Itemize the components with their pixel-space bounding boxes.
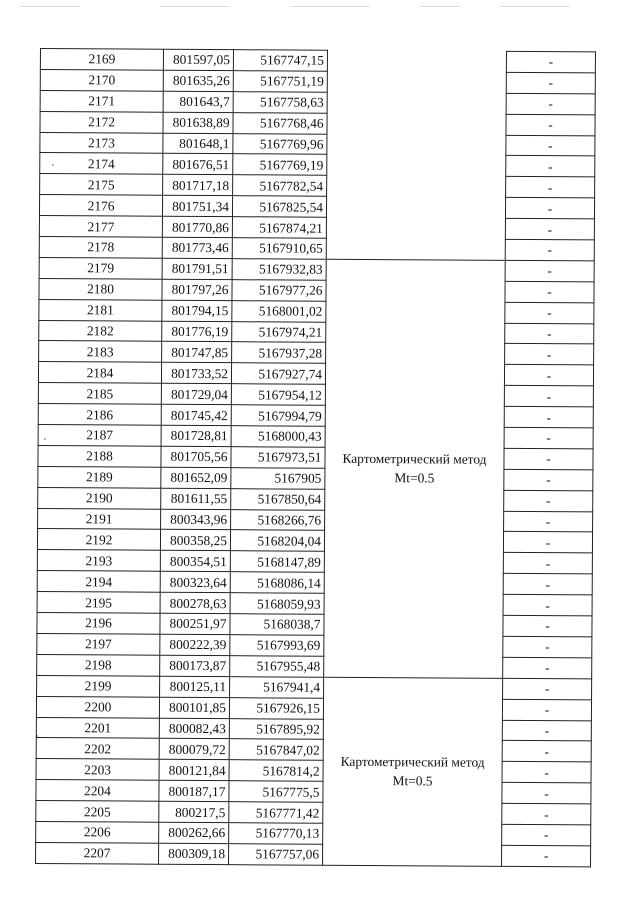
note-cell: - <box>504 427 593 448</box>
point-number-cell: 2188 <box>38 445 161 467</box>
y-coordinate-cell: 5167769,19 <box>233 154 327 175</box>
x-coordinate-cell: 801676,51 <box>163 154 233 175</box>
note-cell: - <box>506 51 595 72</box>
point-number-cell: 2206 <box>36 821 159 843</box>
point-number-cell: 2185 <box>38 383 161 405</box>
x-coordinate-cell: 800079,72 <box>159 739 229 760</box>
x-coordinate-cell: 801751,34 <box>162 195 232 216</box>
note-cell: - <box>502 783 591 804</box>
point-number-cell: 2181 <box>39 299 162 321</box>
point-number-cell: 2198 <box>37 654 160 676</box>
x-coordinate-cell: 801648,1 <box>163 133 233 154</box>
point-number-cell: 2195 <box>37 592 160 614</box>
y-coordinate-cell: 5168086,14 <box>230 572 324 593</box>
y-coordinate-cell: 5167782,54 <box>233 175 327 196</box>
method-label: Картометрический метод Mt=0.5 <box>342 451 487 486</box>
y-coordinate-cell: 5167847,02 <box>229 739 323 760</box>
x-coordinate-cell: 801745,42 <box>161 404 231 425</box>
note-cell: - <box>504 511 593 532</box>
point-number-cell: 2196 <box>37 613 160 635</box>
point-number-cell: 2173 <box>40 132 163 154</box>
coordinates-table-body <box>36 49 596 867</box>
note-cell: - <box>503 636 592 657</box>
point-number-cell: 2177 <box>39 216 162 238</box>
y-coordinate-cell: 5167747,15 <box>233 50 327 71</box>
y-coordinate-cell: 5167895,92 <box>229 718 323 739</box>
x-coordinate-cell: 801705,56 <box>161 446 231 467</box>
x-coordinate-cell: 800262,66 <box>159 822 229 843</box>
note-cell: - <box>502 845 591 866</box>
note-cell: - <box>504 490 593 511</box>
note-cell: - <box>505 218 594 239</box>
method-cell <box>326 50 506 260</box>
x-coordinate-cell: 800354,51 <box>160 551 230 572</box>
y-coordinate-cell: 5167941,4 <box>230 676 324 697</box>
x-coordinate-cell: 801729,04 <box>161 383 231 404</box>
point-number-cell: 2179 <box>39 257 162 279</box>
point-number-cell: 2203 <box>36 759 159 781</box>
x-coordinate-cell: 800278,63 <box>160 592 230 613</box>
point-number-cell: 2187 <box>38 425 161 447</box>
point-number-cell: 2175 <box>40 174 163 196</box>
x-coordinate-cell: 801643,7 <box>163 91 233 112</box>
x-coordinate-cell: 801797,26 <box>162 279 232 300</box>
point-number-cell: 2207 <box>36 842 159 864</box>
point-number-cell: 2199 <box>37 675 160 697</box>
y-coordinate-cell: 5167932,83 <box>232 259 326 280</box>
method-cell <box>324 259 506 678</box>
note-cell: - <box>505 239 594 260</box>
x-coordinate-cell: 801652,09 <box>161 467 231 488</box>
point-number-cell: 2191 <box>38 508 161 530</box>
y-coordinate-cell: 5167769,96 <box>233 133 327 154</box>
note-cell: - <box>505 260 594 281</box>
point-number-cell: 2201 <box>36 717 159 739</box>
note-cell: - <box>503 678 592 699</box>
y-coordinate-cell: 5168204,04 <box>230 530 324 551</box>
note-cell: - <box>503 532 592 553</box>
point-number-cell: 2184 <box>38 362 161 384</box>
point-number-cell: 2205 <box>36 801 159 823</box>
method-label: Картометрический метод Mt=0.5 <box>340 754 485 789</box>
note-cell: - <box>506 114 595 135</box>
x-coordinate-cell: 801597,05 <box>163 49 233 70</box>
note-cell: - <box>505 302 594 323</box>
note-cell: - <box>506 177 595 198</box>
y-coordinate-cell: 5167977,26 <box>232 279 326 300</box>
point-number-cell: 2182 <box>39 320 162 342</box>
note-cell: - <box>503 574 592 595</box>
x-coordinate-cell: 801733,52 <box>161 363 231 384</box>
x-coordinate-cell: 800173,87 <box>160 655 230 676</box>
y-coordinate-cell: 5168000,43 <box>231 426 325 447</box>
note-cell: - <box>506 135 595 156</box>
point-number-cell: 2186 <box>38 404 161 426</box>
y-coordinate-cell: 5167757,06 <box>229 844 323 865</box>
scan-artifact-top-edge <box>20 6 620 9</box>
note-cell: - <box>506 156 595 177</box>
x-coordinate-cell: 800343,96 <box>161 509 231 530</box>
x-coordinate-cell: 801791,51 <box>162 258 232 279</box>
note-cell: - <box>504 448 593 469</box>
y-coordinate-cell: 5167814,2 <box>229 760 323 781</box>
point-number-cell: 2190 <box>38 487 161 509</box>
point-number-cell: 2169 <box>40 49 163 71</box>
note-cell: - <box>505 198 594 219</box>
x-coordinate-cell: 800358,25 <box>160 530 230 551</box>
y-coordinate-cell: 5167993,69 <box>230 635 324 656</box>
note-cell: - <box>502 741 591 762</box>
x-coordinate-cell: 800251,97 <box>160 613 230 634</box>
table-row <box>36 842 591 866</box>
point-number-cell: 2202 <box>36 738 159 760</box>
point-number-cell: 2171 <box>40 90 163 112</box>
point-number-cell: 2194 <box>37 571 160 593</box>
note-cell: - <box>502 720 591 741</box>
point-number-cell: 2192 <box>37 529 160 551</box>
y-coordinate-cell: 5167825,54 <box>232 196 326 217</box>
note-cell: - <box>505 281 594 302</box>
point-number-cell: 2204 <box>36 780 159 802</box>
note-cell: - <box>503 615 592 636</box>
x-coordinate-cell: 801794,15 <box>162 300 232 321</box>
x-coordinate-cell: 801747,85 <box>162 342 232 363</box>
y-coordinate-cell: 5167758,63 <box>233 91 327 112</box>
x-coordinate-cell: 801776,19 <box>162 321 232 342</box>
y-coordinate-cell: 5168147,89 <box>230 551 324 572</box>
y-coordinate-cell: 5167850,64 <box>231 488 325 509</box>
x-coordinate-cell: 801717,18 <box>163 175 233 196</box>
point-number-cell: 2176 <box>39 195 162 217</box>
note-cell: - <box>506 93 595 114</box>
note-cell: - <box>502 762 591 783</box>
x-coordinate-cell: 800121,84 <box>159 760 229 781</box>
x-coordinate-cell: 800323,64 <box>160 572 230 593</box>
y-coordinate-cell: 5167937,28 <box>232 342 326 363</box>
note-cell: - <box>505 323 594 344</box>
point-number-cell: 2183 <box>39 341 162 363</box>
y-coordinate-cell: 5167905 <box>231 467 325 488</box>
y-coordinate-cell: 5167874,21 <box>232 217 326 238</box>
point-number-cell: 2200 <box>36 696 159 718</box>
point-number-cell: 2172 <box>40 111 163 133</box>
y-coordinate-cell: 5167770,13 <box>229 823 323 844</box>
note-cell: - <box>504 386 593 407</box>
note-cell: - <box>504 406 593 427</box>
x-coordinate-cell: 800101,85 <box>159 697 229 718</box>
note-cell: - <box>505 344 594 365</box>
x-coordinate-cell: 801635,26 <box>163 70 233 91</box>
point-number-cell: 2193 <box>37 550 160 572</box>
x-coordinate-cell: 800187,17 <box>159 780 229 801</box>
y-coordinate-cell: 5167994,79 <box>231 405 325 426</box>
note-cell: - <box>502 824 591 845</box>
note-cell: - <box>506 72 595 93</box>
x-coordinate-cell: 801611,55 <box>161 488 231 509</box>
x-coordinate-cell: 801638,89 <box>163 112 233 133</box>
note-cell: - <box>502 699 591 720</box>
note-cell: - <box>504 469 593 490</box>
x-coordinate-cell: 800217,5 <box>159 801 229 822</box>
x-coordinate-cell: 801728,81 <box>161 425 231 446</box>
point-number-cell: 2170 <box>40 69 163 91</box>
y-coordinate-cell: 5167973,51 <box>231 447 325 468</box>
x-coordinate-cell: 800309,18 <box>159 843 229 864</box>
point-number-cell: 2197 <box>37 633 160 655</box>
y-coordinate-cell: 5167775,5 <box>229 781 323 802</box>
point-number-cell: 2174 <box>40 153 163 175</box>
y-coordinate-cell: 5168059,93 <box>230 593 324 614</box>
point-number-cell: 2189 <box>38 466 161 488</box>
y-coordinate-cell: 5167771,42 <box>229 802 323 823</box>
y-coordinate-cell: 5167954,12 <box>231 384 325 405</box>
point-number-cell: 2178 <box>39 237 162 259</box>
y-coordinate-cell: 5168001,02 <box>232 300 326 321</box>
y-coordinate-cell: 5167927,74 <box>231 363 325 384</box>
x-coordinate-cell: 800082,43 <box>159 718 229 739</box>
coordinates-table <box>35 48 596 867</box>
y-coordinate-cell: 5167768,46 <box>233 112 327 133</box>
note-cell: - <box>503 594 592 615</box>
method-cell <box>323 677 503 866</box>
x-coordinate-cell: 801770,86 <box>162 216 232 237</box>
note-cell: - <box>502 803 591 824</box>
y-coordinate-cell: 5167910,65 <box>232 238 326 259</box>
point-number-cell: 2180 <box>39 278 162 300</box>
y-coordinate-cell: 5167926,15 <box>229 697 323 718</box>
y-coordinate-cell: 5167955,48 <box>230 655 324 676</box>
y-coordinate-cell: 5167974,21 <box>232 321 326 342</box>
x-coordinate-cell: 800222,39 <box>160 634 230 655</box>
y-coordinate-cell: 5168038,7 <box>230 614 324 635</box>
x-coordinate-cell: 800125,11 <box>160 676 230 697</box>
y-coordinate-cell: 5167751,19 <box>233 71 327 92</box>
y-coordinate-cell: 5168266,76 <box>231 509 325 530</box>
note-cell: - <box>503 657 592 678</box>
note-cell: - <box>504 365 593 386</box>
note-cell: - <box>503 553 592 574</box>
x-coordinate-cell: 801773,46 <box>162 237 232 258</box>
